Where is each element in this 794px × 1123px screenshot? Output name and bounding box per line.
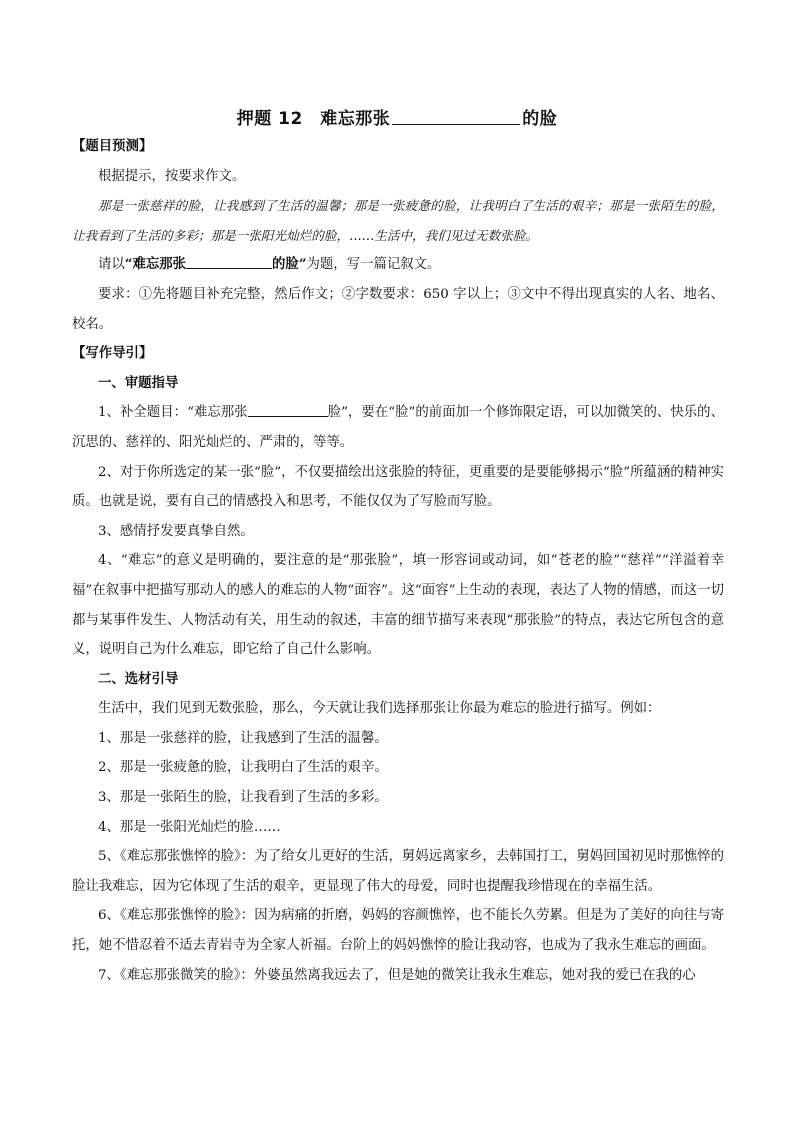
material-item-1: 1、那是一张慈祥的脸，让我感到了生活的温馨。 [98, 730, 388, 746]
material-item-5: 5、《难忘那张憔悴的脸》：为了给女儿更好的生活，舅妈远离家乡，去韩国打工，舅妈回国初见时那憔悴的脸让我难忘，因为它体现了生活的艰辛，更显现了伟大的母爱，同时也提醒我珍惜现在的幸福生活。 [72, 849, 724, 894]
title-suffix: 的脸 [522, 109, 558, 129]
guide-item-3: 3、感情抒发要真挚自然。 [98, 523, 254, 539]
paragraph-task [72, 250, 724, 280]
guide-item-4: 4、“难忘”的意义是明确的，要注意的是“那张脸”，填一形容词或动词，如“苍老的脸”“慈祥”“洋溢着幸福”在叙事中把描写那动人的感人的难忘的人物“面容”。这“面容”上生动的表现，表达了人物的情感，而这一切都与某事件发生、人物活动有关，用生动的叙述，丰富的细节描写来表现“那张脸”的特点，表达它所包含的意义，说明自己为什么难忘，即它给了自己什么影响。 [72, 553, 724, 658]
material-item-6: 6、《难忘那张憔悴的脸》：因为病痛的折磨，妈妈的容颜憔悴，也不能长久劳累。但是为了美好的向往与寄托，她不惜忍着不适去青岩寺为全家人祈福。台阶上的妈妈憔悴的脸让我动容，也成为了我永生难忘的画面。 [72, 908, 724, 954]
document-body [72, 132, 724, 990]
guide-item-2: 2、对于你所选定的某一张“脸”，不仅要描绘出这张脸的特征，更重要的是要能够揭示“脸”所蕴涵的精神实质。也就是说，要有自己的情感投入和思考，不能仅仅为了写脸而写脸。 [72, 464, 724, 510]
material-intro: 生活中，我们见到无数张脸，那么，今天就让我们选择那张让你最为难忘的脸进行描写。例如： [98, 701, 661, 717]
paragraph-requirements: 要求：①先将题目补充完整，然后作文；②字数要求：650 字以上；③文中不得出现真实的人名、地名、校名。 [72, 286, 724, 332]
material-item-3: 3、那是一张陌生的脸，让我看到了生活的多彩。 [98, 790, 388, 806]
task-pre: 请以 [98, 257, 125, 273]
title-prefix: 押题 12 难忘那张 [236, 109, 391, 129]
section-heading-guide: 【写作导引】 [72, 345, 153, 362]
paragraph-prompt: 那是一张慈祥的脸，让我感到了生活的温馨；那是一张疲惫的脸，让我明白了生活的艰辛；那是一张陌生的脸，让我看到了生活的多彩；那是一张阳光灿烂的脸，……生活中，我们见过无数张脸。 [72, 198, 724, 243]
subheading-topic: 一、审题指导 [98, 374, 179, 391]
title-blank [392, 123, 520, 125]
subheading-material: 二、选材引导 [98, 670, 179, 687]
guide-blank [248, 415, 328, 417]
material-item-2: 2、那是一张疲惫的脸，让我明白了生活的艰辛。 [98, 760, 388, 776]
task-blank [186, 267, 272, 269]
paragraph-intro: 根据提示，按要求作文。 [98, 168, 246, 184]
task-post: 为题，写一篇记叙文。 [306, 257, 441, 273]
page-title [0, 104, 794, 129]
material-item-4: 4、那是一张阳光灿烂的脸…… [98, 819, 281, 835]
guide-item-1: 1、补全题目：“难忘那张 脸”，要在“脸”的前面加一个修饰限定语，可以加微笑的、快乐的、沉思的、慈祥的、阳光灿烂的、严肃的，等等。 [72, 405, 724, 450]
section-heading-predict: 【题目预测】 [72, 138, 153, 154]
material-item-7: 7、《难忘那张微笑的脸》：外婆虽然离我远去了，但是她的微笑让我永生难忘，她对我的爱已在我的心 [98, 967, 696, 983]
task-title: “难忘那张 的脸” [124, 256, 307, 273]
